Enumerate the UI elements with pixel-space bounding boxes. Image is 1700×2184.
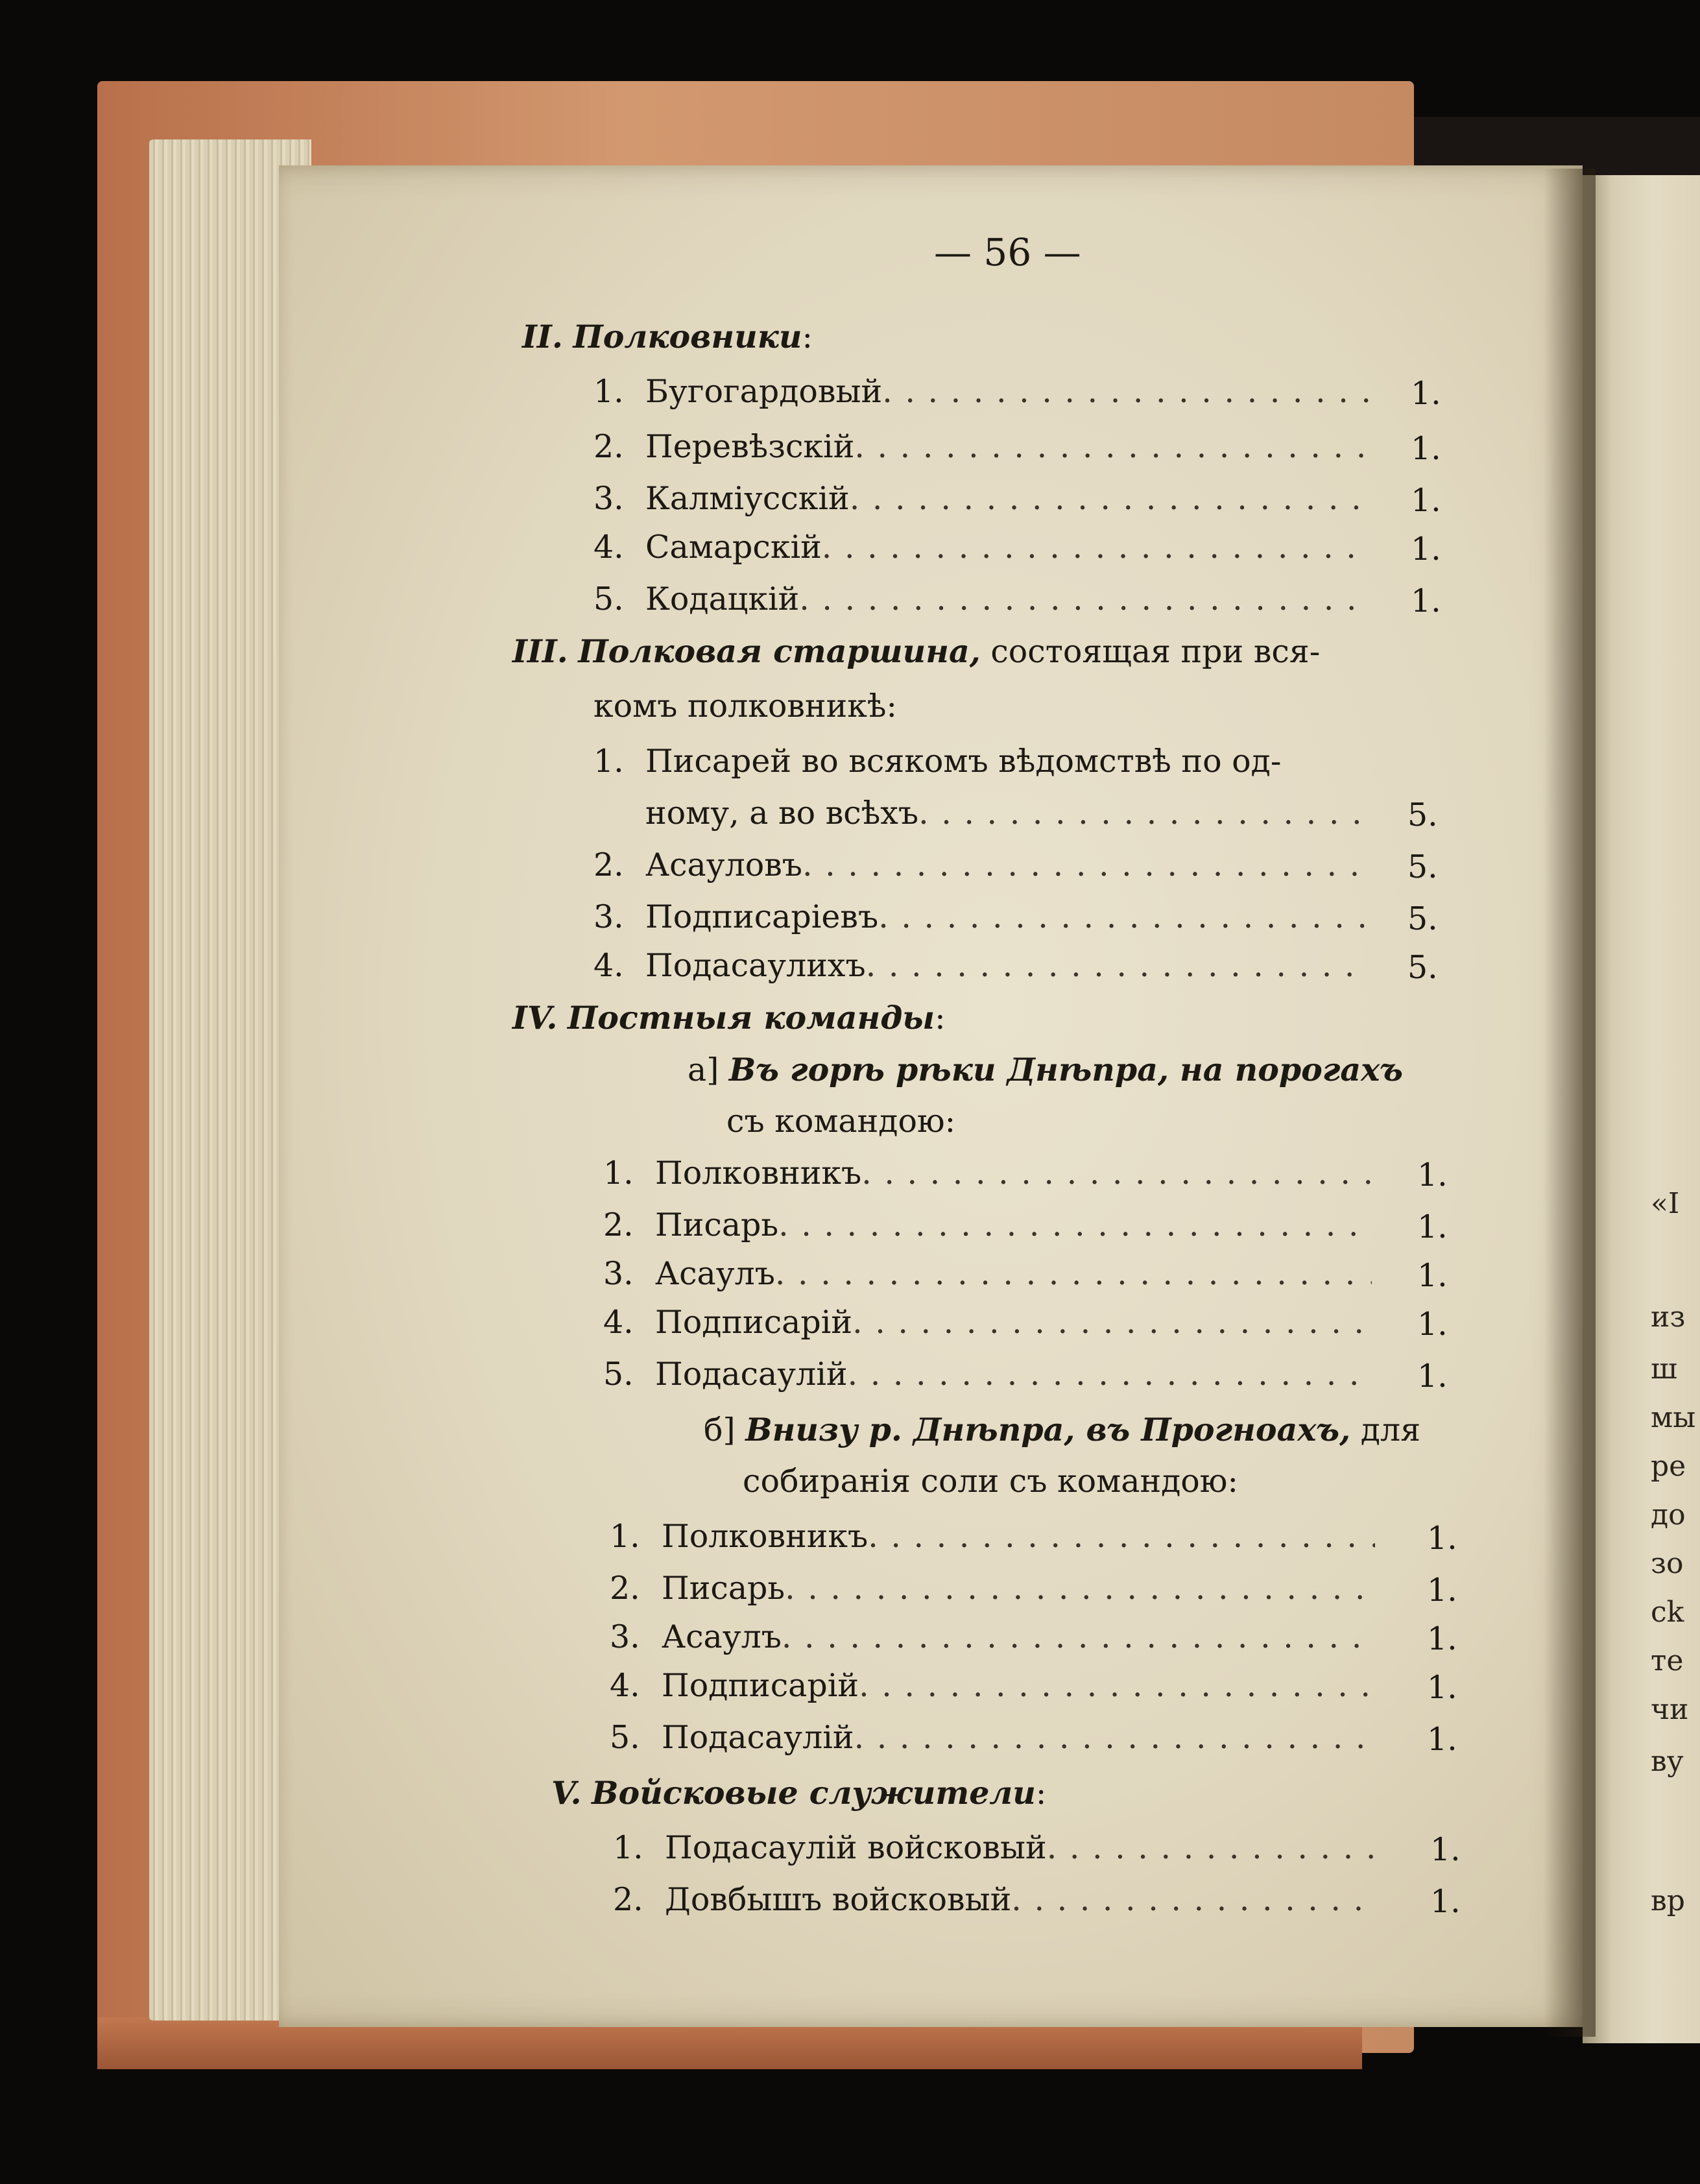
item-name: Бугогардовый (645, 373, 883, 410)
list-item (645, 795, 1369, 832)
item-count: 1. (1427, 1620, 1457, 1657)
item-name: Подписарій (655, 1304, 853, 1341)
section-roman: II. (522, 318, 563, 355)
leader-dots (861, 1155, 1372, 1192)
leader-dots (868, 1518, 1375, 1555)
leader-dots (854, 428, 1369, 465)
section-title: Полковники (573, 318, 802, 355)
list-item-line1 (593, 743, 1281, 780)
section-title: Постныя команды (568, 999, 935, 1037)
item-number: 4. (610, 1667, 640, 1704)
item-name: Подасаулій (662, 1719, 854, 1756)
section-roman: IV. (512, 999, 558, 1037)
item-count: 1. (1411, 430, 1441, 467)
item-count: 1. (1411, 582, 1441, 619)
list-item (593, 846, 1369, 883)
item-name: Писарь (655, 1206, 779, 1243)
next-page-fragment: «I (1651, 1187, 1680, 1220)
item-name: Писарь (662, 1570, 785, 1607)
leader-dots (859, 1667, 1375, 1704)
leader-dots (878, 898, 1369, 935)
item-count: 1. (1417, 1257, 1448, 1294)
item-name: Полковникъ (655, 1155, 862, 1192)
next-page-fragment: чи (1651, 1693, 1689, 1726)
item-count: 1. (1430, 1883, 1461, 1920)
next-page-fragment: те (1651, 1644, 1684, 1677)
item-count: 1. (1427, 1669, 1457, 1706)
item-count: 1. (1411, 482, 1441, 519)
item-name: Перевѣзскій (645, 428, 855, 465)
item-count: 5. (1407, 949, 1438, 986)
item-number: 4. (603, 1304, 634, 1341)
leader-dots (1047, 1829, 1378, 1866)
item-name: Калміусскій (645, 480, 850, 517)
item-count: 1. (1427, 1721, 1457, 1758)
next-page-fragment: из (1651, 1301, 1686, 1334)
subsection-title: Въ горѣ рѣки Днѣпра, на порогахъ (728, 1051, 1403, 1088)
item-count: 1. (1417, 1306, 1448, 1343)
item-number: 3. (593, 898, 624, 935)
item-number: 3. (610, 1618, 640, 1655)
item-count: 1. (1427, 1572, 1457, 1609)
item-number: 1. (610, 1518, 640, 1555)
item-number: 5. (593, 581, 624, 618)
leader-dots (854, 1719, 1375, 1756)
subsection-a-line2: съ командою: (726, 1103, 956, 1140)
list-item (610, 1719, 1375, 1756)
subsection-label: а] (688, 1051, 719, 1088)
leader-dots (850, 480, 1369, 517)
item-count: 5. (1407, 848, 1438, 885)
leader-dots (822, 529, 1369, 566)
item-number: 1. (613, 1829, 643, 1866)
item-number: 1. (593, 743, 624, 780)
leader-dots (918, 795, 1369, 832)
item-count: 5. (1407, 797, 1438, 834)
leader-dots (866, 947, 1369, 984)
list-item (593, 581, 1369, 618)
list-item (613, 1829, 1378, 1866)
item-name: Асаулъ (655, 1255, 775, 1292)
item-name-line1: Писарей во всякомъ вѣдомствѣ по од- (645, 743, 1282, 780)
list-item (610, 1570, 1375, 1607)
leader-dots (799, 581, 1369, 618)
item-count: 1. (1411, 531, 1441, 568)
leader-dots (782, 1618, 1375, 1655)
item-name: Подасаулій войсковый (665, 1829, 1047, 1866)
section-heading-V (551, 1774, 1046, 1812)
item-name: Асаулъ (662, 1618, 782, 1655)
section-heading-III (512, 632, 1320, 670)
item-name: Подписарій (662, 1667, 859, 1704)
next-page-fragment: ck (1651, 1596, 1684, 1629)
list-item (603, 1206, 1372, 1243)
item-count: 1. (1430, 1831, 1461, 1868)
list-item (593, 947, 1369, 984)
item-number: 2. (610, 1570, 640, 1607)
item-number: 2. (613, 1881, 643, 1918)
section-roman: III. (512, 632, 568, 670)
item-name: Кодацкій (645, 581, 800, 618)
leader-dots (778, 1206, 1372, 1243)
item-count: 1. (1417, 1208, 1448, 1245)
item-count: 1. (1411, 375, 1441, 412)
list-item (593, 373, 1369, 410)
item-count: 5. (1407, 900, 1438, 937)
list-item (603, 1155, 1372, 1192)
item-number: 1. (603, 1155, 634, 1192)
list-item (603, 1304, 1372, 1341)
section-suffix: : (935, 1000, 946, 1037)
spine-shadow (1544, 169, 1596, 2037)
item-name: Подасаулій (655, 1356, 848, 1393)
next-page-fragment: ву (1651, 1745, 1684, 1778)
section-suffix: : (1035, 1775, 1047, 1812)
subsection-b-line2: собиранія соли съ командою: (743, 1463, 1238, 1500)
section-title-rest: состоящая при вся- (990, 633, 1321, 670)
item-name: Подписаріевъ (645, 898, 879, 935)
list-item (610, 1667, 1375, 1704)
section-roman: V. (551, 1774, 582, 1812)
section-title: Войсковые служители (592, 1774, 1036, 1812)
subsection-a-heading (688, 1051, 1403, 1088)
list-item (593, 480, 1369, 517)
item-number: 2. (593, 846, 624, 883)
item-number: 1. (593, 373, 624, 410)
list-item (593, 428, 1369, 465)
item-number: 2. (593, 428, 624, 465)
list-item (603, 1356, 1372, 1393)
item-name: Довбышъ войсковый (665, 1881, 1012, 1918)
section-title-line2: комъ полковникѣ: (593, 688, 897, 725)
item-number: 5. (603, 1356, 634, 1393)
leader-dots (775, 1255, 1372, 1292)
item-number: 3. (603, 1255, 634, 1292)
next-page-fragment: до (1651, 1498, 1686, 1531)
leader-dots (1011, 1881, 1378, 1918)
section-title: Полковая старшина, (578, 632, 981, 670)
item-name: Асауловъ (645, 846, 802, 883)
leader-dots (802, 846, 1369, 883)
list-item (610, 1518, 1375, 1555)
section-suffix: : (802, 318, 813, 355)
item-number: 5. (610, 1719, 640, 1756)
item-number: 4. (593, 947, 624, 984)
list-item (613, 1881, 1378, 1918)
leader-dots (848, 1356, 1372, 1393)
item-name: ному, а во всѣхъ (645, 795, 919, 832)
item-count: 1. (1417, 1157, 1448, 1194)
item-count: 1. (1427, 1520, 1457, 1557)
page-number: — 56 — (934, 230, 1081, 274)
item-count: 1. (1417, 1358, 1448, 1395)
next-page-fragment: ш (1651, 1352, 1677, 1386)
item-name: Полковникъ (662, 1518, 868, 1555)
subsection-title-rest: для (1360, 1411, 1420, 1448)
subsection-title: Внизу р. Днѣпра, въ Прогноахъ, (745, 1411, 1351, 1448)
next-page-fragment: зо (1651, 1547, 1684, 1580)
list-item (593, 529, 1369, 566)
item-number: 3. (593, 480, 624, 517)
next-page-fragment: мы (1651, 1401, 1696, 1434)
section-heading-IV (512, 999, 946, 1037)
item-number: 4. (593, 529, 624, 566)
item-name: Подасаулихъ (645, 947, 866, 984)
next-page-fragment: ре (1651, 1450, 1686, 1483)
item-number: 2. (603, 1206, 634, 1243)
subsection-label: б] (704, 1411, 736, 1448)
leader-dots (882, 373, 1369, 410)
section-heading-II (522, 318, 813, 355)
list-item (603, 1255, 1372, 1292)
subsection-b-heading (704, 1411, 1420, 1448)
list-item (593, 898, 1369, 935)
item-name: Самарскій (645, 529, 822, 566)
leader-dots (785, 1570, 1375, 1607)
leader-dots (852, 1304, 1372, 1341)
next-page-fragment: вр (1651, 1884, 1685, 1917)
list-item (610, 1618, 1375, 1655)
